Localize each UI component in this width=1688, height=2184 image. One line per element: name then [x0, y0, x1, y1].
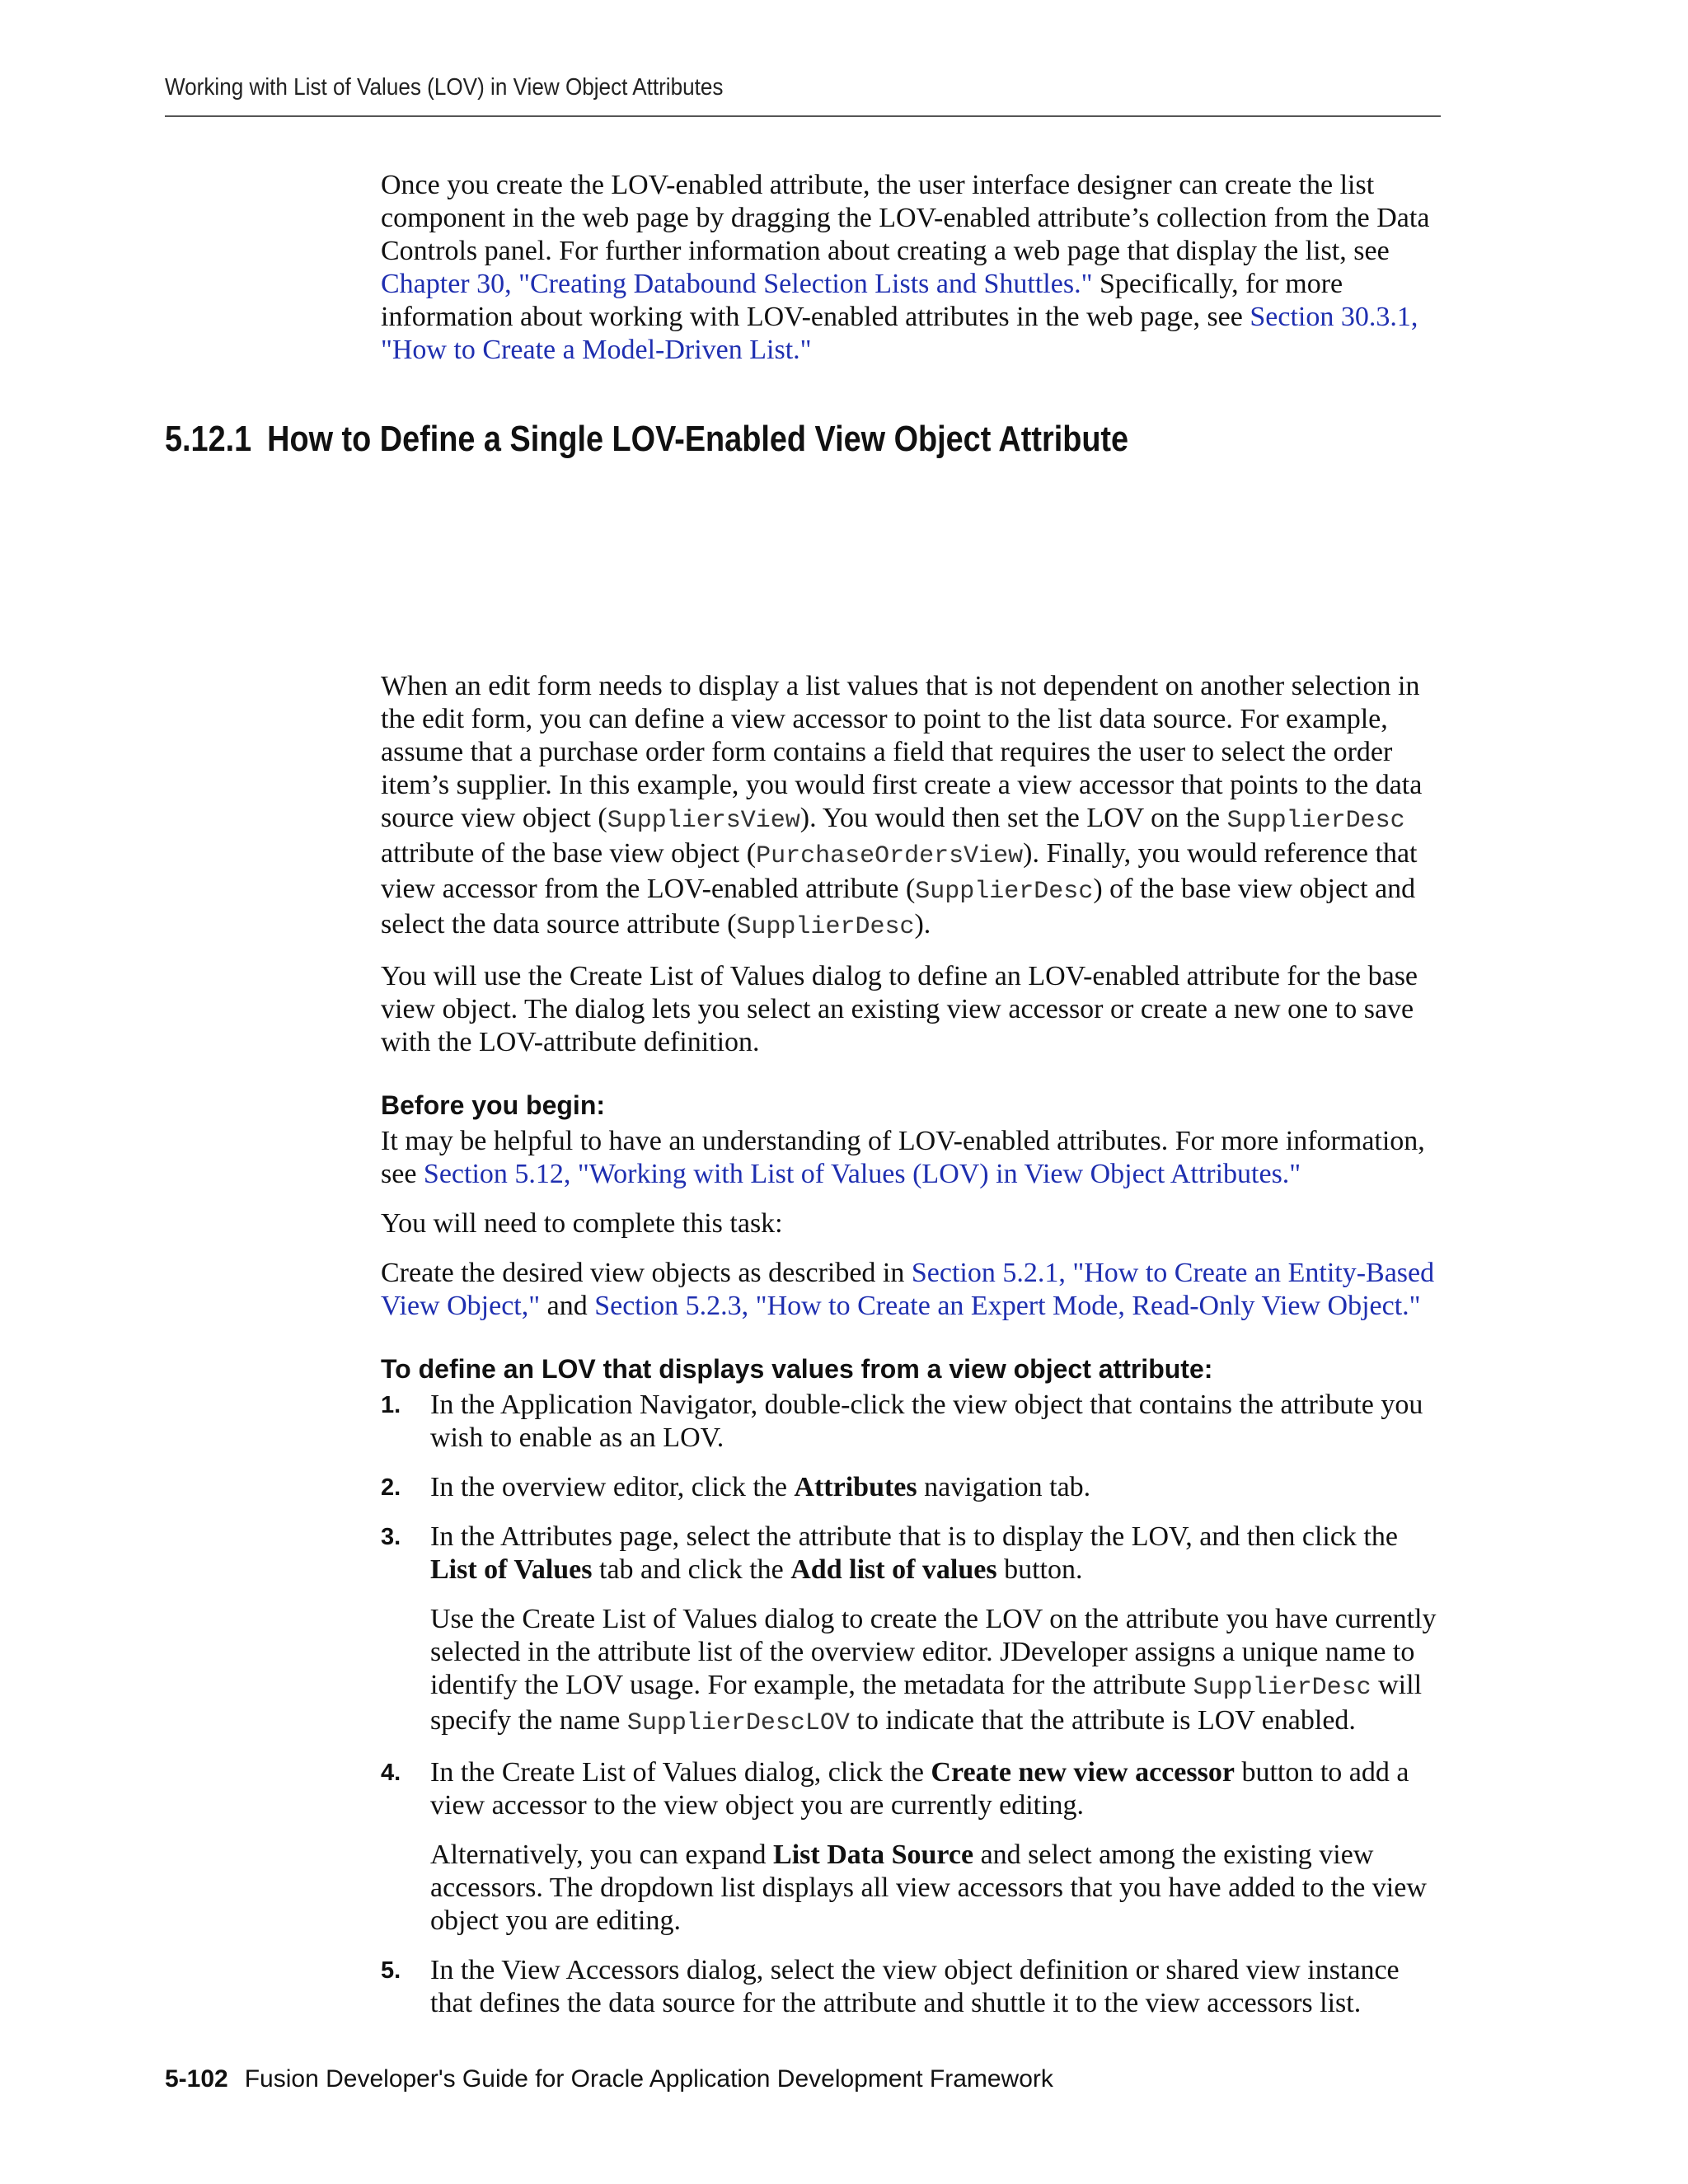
step-2: 2. In the overview editor, click the Attributes navigation tab. — [381, 1472, 1091, 1502]
task-paragraph: Create the desired view objects as described in Section 5.2.1, "How to Create an Entity-Based View Object," and Section 5.2.3, "How to Create an Expert Mode, Read-Only View Object." — [381, 1258, 1435, 1321]
section-5-12-link[interactable]: Section 5.12, "Working with List of Values (LOV) in View Object Attributes." — [423, 1159, 1301, 1189]
section-30-3-1-link[interactable]: Section 30.3.1, "How to Create a Model-Driven List." — [381, 302, 1418, 365]
step-number: 5. — [381, 1957, 401, 1984]
page-number: 5-102 — [165, 2065, 228, 2093]
running-header: Working with List of Values (LOV) in View Object Attributes — [165, 74, 724, 101]
procedure-steps — [381, 1389, 1444, 2020]
step-5: 5. In the View Accessors dialog, select the view object definition or shared view instance that defines the data source for the attribute and shuttle it to the view accessors list. — [381, 1955, 1400, 2018]
step-1: 1. In the Application Navigator, double-click the view object that contains the attribute you wish to enable as an LOV. — [381, 1390, 1423, 1453]
main-content — [381, 169, 1444, 2036]
section-5-2-3-link[interactable]: Section 5.2.3, "How to Create an Expert Mode, Read-Only View Object." — [594, 1291, 1421, 1321]
section-number: 5.12.1 — [165, 419, 252, 459]
procedure-label: To define an LOV that displays values from a view object attribute: — [381, 1354, 1213, 1384]
section-paragraph-2: You will use the Create List of Values dialog to define an LOV-enabled attribute for the base view object. The dialog lets you select an existing view accessor or create a new one to save with the LOV-attribute definition. — [381, 961, 1418, 1057]
section-body — [381, 670, 1444, 2020]
step-4: 4. In the Create List of Values dialog, click the Create new view accessor button to add a view accessor to the view object you are currently editing. Alternatively, you can expand List Data Source and select among the existing view accessors. The dropdown list displays all view accessors that you have added to the view object you are editing. — [381, 1756, 1444, 1938]
chapter-30-link[interactable]: Chapter 30, "Creating Databound Selection Lists and Shuttles." — [381, 269, 1093, 299]
before-you-begin-paragraph: It may be helpful to have an understanding of LOV-enabled attributes. For more information, see Section 5.12, "Working with List of Values (LOV) in View Object Attributes." — [381, 1126, 1425, 1189]
section-paragraph-1: When an edit form needs to display a list values that is not dependent on another selection in the edit form, you can define a view accessor to point to the list data source. For example, assume that a purchase order form contains a field that requires the user to select the order item’s supplier. In this example, you would first create a view accessor that points to the data source view object (SuppliersView). You would then set the LOV on the SupplierDesc attribute of the base view object (PurchaseOrdersView). Finally, you would reference that view accessor from the LOV-enabled attribute (SupplierDesc) of the base view object and select the data source attribute (SupplierDesc). — [381, 671, 1423, 941]
header-rule — [165, 115, 1441, 117]
step-4-detail: Alternatively, you can expand List Data Source and select among the existing view accessors. The dropdown list displays all view accessors that you have added to the view object you are editing. — [430, 1840, 1427, 1936]
page-footer — [165, 2065, 1053, 2093]
step-3-detail: Use the Create List of Values dialog to create the LOV on the attribute you have currently selected in the attribute list of the overview editor. JDeveloper assigns a unique name to identify the LOV usage. For example, the metadata for the attribute SupplierDesc will specify the name SupplierDescLOV to indicate that the attribute is LOV enabled. — [430, 1604, 1437, 1737]
before-you-begin-label: Before you begin: — [381, 1090, 606, 1120]
task-intro: You will need to complete this task: — [381, 1208, 783, 1239]
step-number: 2. — [381, 1474, 401, 1501]
intro-paragraph: Once you create the LOV-enabled attribute, the user interface designer can create the list component in the web page by dragging the LOV-enabled attribute’s collection from the Data Controls panel. For further information about creating a web page that display the list, see Chapter 30, "Creating Databound Selection Lists and Shuttles." Specifically, for more information about working with LOV-enabled attributes in the web page, see Section 30.3.1, "How to Create a Model-Driven List." — [381, 170, 1430, 365]
section-5-2-1-link[interactable]: Section 5.2.1, "How to Create an Entity-Based View Object," — [381, 1258, 1435, 1321]
step-number: 4. — [381, 1760, 401, 1786]
book-title: Fusion Developer's Guide for Oracle Application Development Framework — [244, 2065, 1053, 2093]
step-number: 1. — [381, 1392, 401, 1418]
section-title: How to Define a Single LOV-Enabled View Object Attribute — [267, 419, 1129, 459]
step-3: 3. In the Attributes page, select the attribute that is to display the LOV, and then click the List of Values tab and click the Add list of values button. Use the Create List of Values dialog to create the LOV on the attribute you have currently selected in the attribute list of the overview editor. JDeveloper assigns a unique name to identify the LOV usage. For example, the metadata for the attribute SupplierDesc will specify the name SupplierDescLOV to indicate that the attribute is LOV enabled. — [381, 1521, 1444, 1740]
step-number: 3. — [381, 1524, 401, 1550]
